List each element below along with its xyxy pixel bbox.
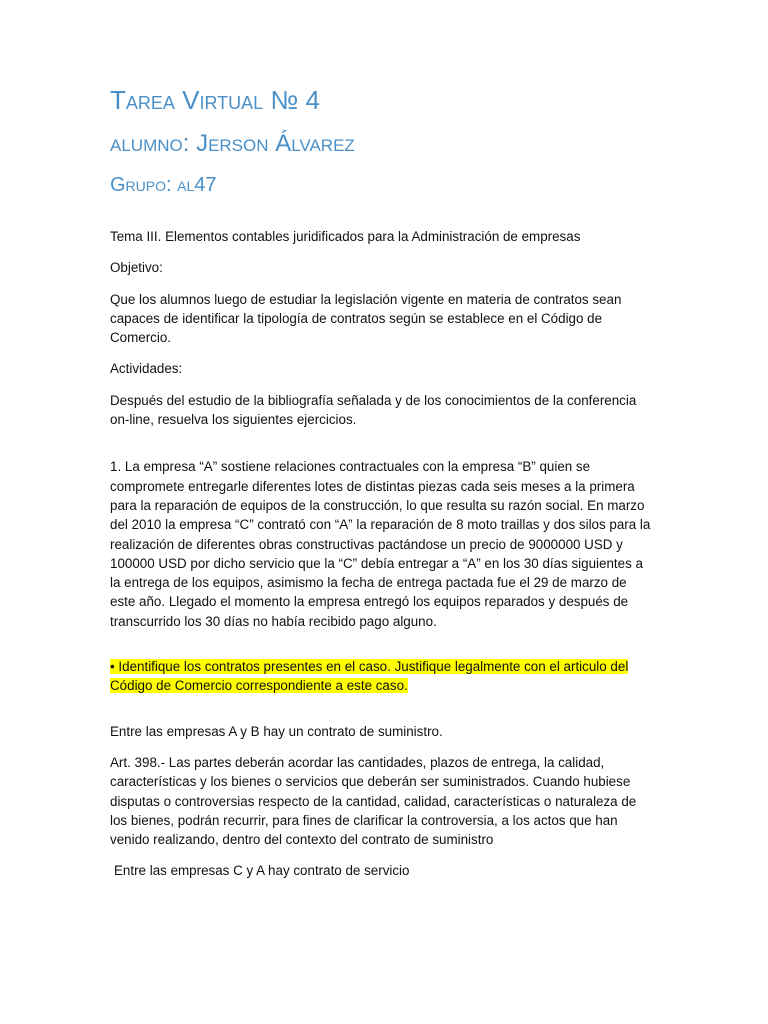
objetivo-paragraph: Que los alumnos luego de estudiar la legislación vigente en materia de contratos sean capaces de identificar la tipología de contratos según se establece en el Código de Comercio. xyxy=(110,291,622,346)
highlighted-task-text: • Identifique los contratos presentes en el caso. Justifique legalmente con el articulo del Código de Comercio correspondiente a este caso. xyxy=(110,659,629,694)
student-name: alumno: Jerson Álvarez xyxy=(110,130,355,157)
actividades-paragraph: Después del estudio de la bibliografía señalada y de los conocimientos de la conferencia on-line, resuelva los siguientes ejercicios. xyxy=(110,392,637,428)
group-label: Grupo: al47 xyxy=(110,174,217,196)
answer-ca-paragraph: Entre las empresas C y A hay contrato de servicio xyxy=(114,863,410,879)
article-398-paragraph: Art. 398.- Las partes deberán acordar las cantidades, plazos de entrega, la calidad, características y los bienes o servicios que deberán ser suministrados. Cuando hubiese disputas o controversias respecto de la cantidad, calidad, características o naturaleza de los bienes, podrán recurrir, para fines de clarificar la controversia, a los actos que han venido realizando, dentro del contexto del contrato de suministro xyxy=(110,754,637,848)
objetivo-label: Objetivo: xyxy=(110,260,163,276)
exercise-1-paragraph: 1. La empresa “A” sostiene relaciones contractuales con la empresa “B” quien se compromete entregarle diferentes lotes de distintas piezas cada seis meses a la primera para la reparación de equipos de la construcción, lo que resulta su razón social. En marzo del 2010 la empresa “C” contrató con “A” la reparación de 8 moto traillas y dos silos para la realización de diferentes obras constructivas pactándose un precio de 9000000 USD y 100000 USD por dicho servicio que la “C” debía entregar a “A” en los 30 días siguientes a la entrega de los equipos, asimismo la fecha de entrega pactada fue el 29 de marzo de este año. Llegado el momento la empresa entregó los equipos reparados y después de transcurrido los 30 días no había recibido pago alguno. xyxy=(110,459,651,629)
document-title: Tarea Virtual № 4 xyxy=(110,85,320,115)
actividades-label: Actividades: xyxy=(110,361,183,377)
answer-ab-paragraph: Entre las empresas A y B hay un contrato de suministro. xyxy=(110,723,443,739)
highlighted-task-paragraph xyxy=(110,657,655,696)
tema-paragraph: Tema III. Elementos contables juridificados para la Administración de empresas xyxy=(110,229,581,244)
document-body xyxy=(110,227,655,893)
